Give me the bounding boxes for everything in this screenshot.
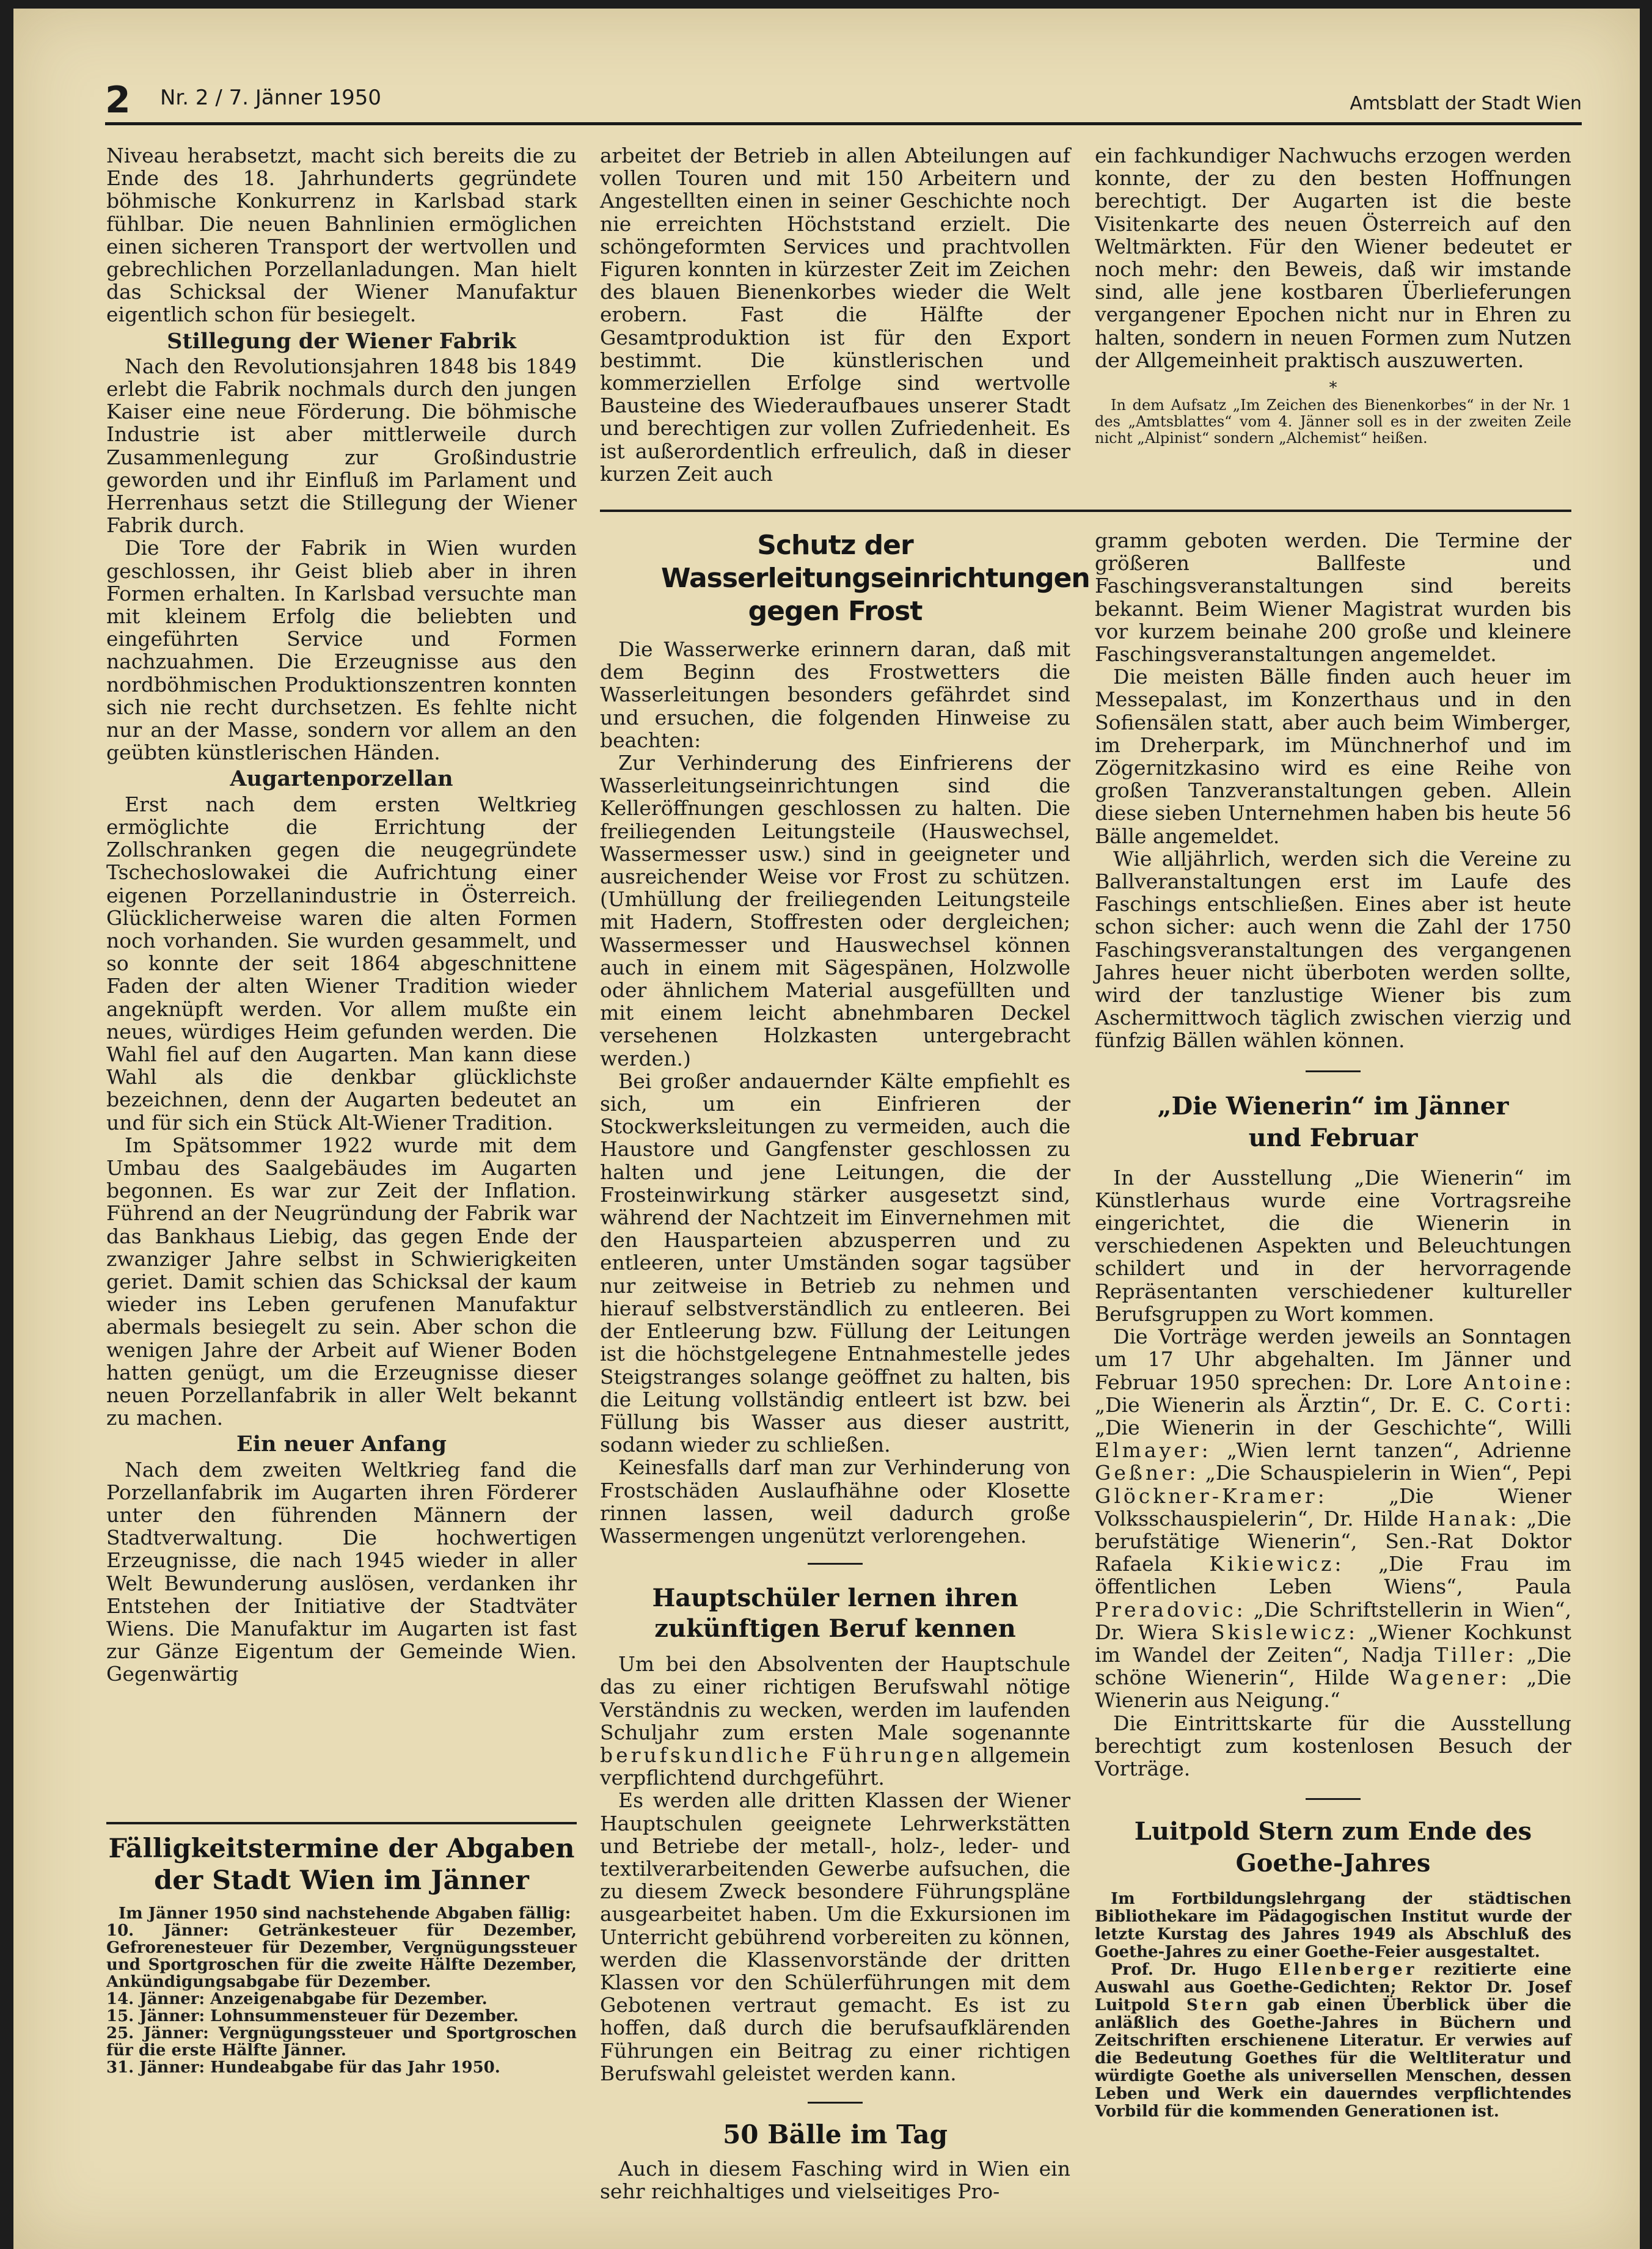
newspaper-page (13, 9, 1640, 2249)
baelle-paragraph: Auch in diesem Fasching wird in Wien ein sehr reichhaltiges und vielseitiges Pro- (600, 2156, 1070, 2204)
porzellan-paragraph: Nach den Revolutionsjahren 1848 bis 1849 erlebt die Fabrik nochmals durch den jungen Kaiser eine neue Förderung. Die böhmische Industrie ist aber mittlerweile durch Zusammenlegung zur Großindustrie geworden und ihr Einfluß im Parlament und Herrenhaus setzt die Stillegung der Wiener Fabrik durch. (106, 354, 577, 538)
wienerin-paragraph: In der Ausstellung „Die Wienerin“ im Künstlerhaus wurde eine Vortragsreihe eingerichtet, die die Wienerin in verschiedenen Aspekten und Beleuchtungen schildert und in der hervorragende Repräsentanten verschiedener kultureller Berufsgruppen zu Wort kommen. (1095, 1165, 1571, 1326)
subheading-augartenporzellan: Augartenporzellan (230, 766, 453, 792)
column-3-lower (1095, 529, 1571, 2121)
column-3-top (1095, 144, 1571, 447)
wasser-paragraph: Die Wasserwerke erinnern daran, daß mit dem Beginn des Frostwetters die Wasserleitungen besonders gefährdet sind und ersuchen, die folgenden Hinweise zu beachten: (600, 637, 1070, 752)
header-rule (105, 122, 1582, 125)
short-rule (808, 2102, 863, 2104)
abgaben-article (106, 1833, 577, 2076)
baelle-paragraph: Wie alljährlich, werden sich die Vereine zu Ballveranstaltungen erst im Laufe des Faschings entschließen. Eines aber ist heute schon sicher: auch wenn die Zahl der 1750 Faschingsveranstaltungen des vergangenen Jahres heuer nicht überboten werden sollte, wird der tanzlustige Wiener bis zum Aschermittwoch täglich zwischen vierzig und fünfzig Bällen wählen können. (1095, 846, 1571, 1053)
abgaben-item: 31. Jänner: Hundeabgabe für das Jahr 1950. (106, 2058, 500, 2077)
wasser-paragraph: Keinesfalls darf man zur Verhinderung von Frostschäden Auslaufhähne oder Klosette rinnen lassen, weil dadurch große Wassermengen ungenützt verlorengehen. (600, 1455, 1070, 1548)
subheading-stillegung: Stillegung der Wiener Fabrik (167, 328, 516, 354)
baelle-paragraph: Die meisten Bälle finden auch heuer im Messepalast, im Konzerthaus und in den Sofiensälen statt, aber auch beim Wimberger, im Dreherpark, im Münchnerhof und im Zögernitzkasino wird es eine Reihe von großen Tanzveranstaltungen geben. Allein diese sieben Unternehmen haben bis heute 56 Bälle angemeldet. (1095, 665, 1571, 848)
page-number: 2 (105, 79, 131, 122)
baelle-paragraph: gramm geboten werden. Die Termine der größeren Ballfeste und Faschingsveranstaltungen sind bereits bekannt. Beim Wiener Magistrat wurden bis vor kurzem beinahe 200 große und kleinere Faschingsveranstaltungen angemeldet. (1095, 528, 1571, 667)
hauptschule-headline: Hauptschüler lernen ihren zukünftigen Beruf kennen (652, 1584, 1018, 1644)
issue-line: Nr. 2 / 7. Jänner 1950 (160, 86, 382, 110)
porzellan-paragraph: Im Spätsommer 1922 wurde mit dem Umbau des Saalgebäudes im Augarten begonnen. Es war zur Zeit der Inflation. Führend an der Neugründung der Fabrik war das Bankhaus Liebig, das gegen Ende der zwanziger Jahre selbst in Schwierigkeiten geriet. Damit schien das Schicksal der kaum wieder ins Leben gerufenen Manufaktur abermals besiegelt zu sein. Aber schon die wenigen Jahre der Arbeit auf Wiener Boden hatten genügt, um die Erzeugnisse dieser neuen Porzellanfabrik in aller Welt bekannt zu machen. (106, 1133, 577, 1430)
porzellan-paragraph: Niveau herabsetzt, macht sich bereits die zu Ende des 18. Jahrhunderts gegründete böhmische Konkurrenz in Karlsbad stark fühlbar. Die neuen Bahnlinien ermöglichen einen sicheren Transport der wertvollen und gebrechlichen Porzellanladungen. Man hielt das Schicksal der Wiener Manufaktur eigentlich schon für besiegelt. (106, 144, 577, 327)
porzellan-paragraph: Erst nach dem ersten Weltkrieg ermöglichte die Errichtung der Zollschranken gegen die neugegründete Tschechoslowakei die Aufrichtung einer eigenen Porzellanindustrie in Österreich. Glücklicherweise waren die alten Formen noch vorhanden. Sie wurden gesammelt, und so konnte der seit 1864 abgeschnittene Faden der alten Wiener Tradition wieder angeknüpft werden. Vor allem mußte ein neues, würdiges Heim gefunden werden. Die Wahl fiel auf den Augarten. Man kann diese Wahl als die denkbar glücklichste bezeichnen, denn der Augarten bedeutet an und für sich ein Stück Alt-Wiener Tradition. (106, 792, 577, 1135)
short-rule (1306, 1070, 1361, 1072)
porzellan-paragraph: arbeitet der Betrieb in allen Abteilungen auf vollen Touren und mit 150 Arbeitern und Angestellten einen in seiner Geschichte noch nie erreichten Höchststand erzielt. Die schöngeformten Services und prachtvollen Figuren konnten in kürzester Zeit im Zeichen des blauen Bienenkorbes wieder die Welt erobern. Fast die Hälfte der Gesamtproduktion ist für den Export bestimmt. Die künstlerischen und kommerziellen Erfolge sind wertvolle Bausteine des Wiederaufbaues unserer Stadt und berechtigen zur vollen Zufriedenheit. Es ist außerordentlich erfreulich, daß in dieser kurzen Zeit auch (600, 144, 1070, 486)
subheading-neuer-anfang: Ein neuer Anfang (236, 1432, 447, 1457)
separator-star: * (1329, 379, 1337, 398)
wasser-paragraph: Zur Verhinderung des Einfrierens der Wasserleitungseinrichtungen sind die Kelleröffnungen geschlossen zu halten. Die freiliegenden Leitungsteile (Hauswechsel, Wassermesser usw.) sind in geeigneter und ausreichender Weise vor Frost zu schützen. (Umhüllung der freiliegenden Leitungsteile mit Hadern, Stoffresten oder dergleichen; Wassermesser und Hauswechsel können auch in einem mit Sägespänen, Holzwolle oder ähnlichem Material ausgefüllten und mit einem leicht abnehmbaren Deckel versehenen Holzkasten untergebracht werden.) (600, 751, 1070, 1070)
hauptschule-paragraph: Um bei den Absolventen der Hauptschule das zu einer richtigen Berufswahl nötige Verständnis zu wecken, werden im laufenden Schuljahr zum ersten Male sogenannte berufskundliche Führungen allgemein verpflichtend durchgeführt. (600, 1652, 1071, 1790)
abgaben-item: 25. Jänner: Vergnügungssteuer und Sportgroschen für die erste Hälfte Jänner. (106, 2024, 577, 2060)
wienerin-headline: „Die Wienerin“ im Jänner und Februar (1157, 1091, 1509, 1152)
abgaben-item: 14. Jänner: Anzeigenabgabe für Dezember. (106, 1990, 488, 2008)
column-2-top (600, 144, 1070, 485)
abgaben-intro: Im Jänner 1950 sind nachstehende Abgaben fällig: (119, 1904, 571, 1923)
porzellan-paragraph: ein fachkundiger Nachwuchs erzogen werden konnte, der zu den besten Hoffnungen berechtigt. Der Augarten ist die beste Visitenkarte des neuen Österreich auf den Weltmärkten. Für den Wiener bedeutet er noch mehr: den Beweis, daß wir imstande sind, alle jene kostbaren Überlieferungen vergangener Epochen nicht nur in Ehren zu halten, sondern in neuen Formen zum Nutzen der Allgemeinheit praktisch auszuwerten. (1095, 144, 1571, 372)
section-rule (600, 510, 1571, 512)
stern-paragraph: Prof. Dr. Hugo Ellenberger rezitierte eine Auswahl aus Goethe-Gedichten; Rektor Dr. Josef Luitpold Stern gab einen Überblick über die anläßlich des Goethe-Jahres in Büchern und Zeitschriften erschienene Literatur. Er verwies auf die Bedeutung Goethes für die Weltliteratur und würdigte Goethe als universellen Menschen, dessen Leben und Werk ein dauerndes verpflichtendes Vorbild für die kommenden Generationen ist. (1095, 1961, 1572, 2121)
baelle-headline: 50 Bälle im Tag (723, 2119, 948, 2149)
wasser-article (600, 529, 1090, 2204)
abgaben-item: 10. Jänner: Getränkesteuer für Dezember, Gefrorenesteuer für Dezember, Vergnügungssteuer und Sportgroschen für die zweite Hälfte Dezember, Ankündigungsabgabe für Dezember. (106, 1922, 577, 1991)
section-rule (106, 1822, 577, 1824)
column-1 (106, 144, 577, 1686)
correction-note: In dem Aufsatz „Im Zeichen des Bienenkorbes“ in der Nr. 1 des „Amtsblattes“ vom 4. Jänner soll es in der zweiten Zeile nicht „Alpinist“ sondern „Alchemist“ heißen. (1095, 397, 1571, 447)
hauptschule-paragraph: Es werden alle dritten Klassen der Wiener Hauptschulen geeignete Lehrwerkstätten und Betriebe der metall-, holz-, leder- und textilverarbeitenden Gewerbe aufsuchen, die zu diesem Zweck besondere Führungspläne ausgearbeitet haben. Um die Exkursionen im Unterricht gebührend vorbereiten zu können, werden die Klassenvorstände der dritten Klassen vor den Schülerführungen mit dem Gebotenen vertraut gemacht. Es ist zu hoffen, daß durch die berufsaufklärenden Führungen ein Beitrag zu einer richtigen Berufswahl geleistet werden kann. (600, 1788, 1070, 2085)
short-rule (1306, 1798, 1361, 1800)
stern-headline: Luitpold Stern zum Ende des Goethe-Jahres (1134, 1817, 1532, 1878)
spaced-term: berufskundliche Führungen (600, 1743, 963, 1767)
wasser-headline: Schutz der Wasserleitungseinrichtungen gegen Frost (661, 530, 1090, 627)
porzellan-paragraph: Nach dem zweiten Weltkrieg fand die Porzellanfabrik im Augarten ihren Förderer unter den führenden Männern der Stadtverwaltung. Die hochwertigen Erzeugnisse, die nach 1945 wieder in aller Welt Bewunderung auslösen, verdanken ihr Entstehen der Initiative der Stadtväter Wiens. Die Manufaktur im Augarten ist fast zur Gänze Eigentum der Gemeinde Wien. Gegenwärtig (106, 1457, 577, 1686)
wienerin-paragraph: Die Vorträge werden jeweils an Sonntagen um 17 Uhr abgehalten. Im Jänner und Februar 1950 sprechen: Dr. Lore Antoine: „Die Wienerin als Ärztin“, Dr. E. C. Corti: „Die Wienerin in der Geschichte“, Willi Elmayer: „Wien lernt tanzen“, Adrienne Geßner: „Die Schauspielerin in Wien“, Pepi Glöckner-Kramer: „Die Wiener Volksschauspielerin“, Dr. Hilde Hanak: „Die berufstätige Wienerin“, Sen.-Rat Doktor Rafaela Kikiewicz: „Die Frau im öffentlichen Leben Wiens“, Paula Preradovic: „Die Schriftstellerin in Wien“, Dr. Wiera Skislewicz: „Wiener Kochkunst im Wandel der Zeiten“, Nadja Tiller: „Die schöne Wienerin“, Hilde Wagener: „Die Wienerin aus Neigung.“ (1095, 1325, 1571, 1713)
short-rule (808, 1563, 863, 1565)
abgaben-headline: Fälligkeitstermine der Abgaben der Stadt Wien im Jänner (108, 1834, 575, 1896)
abgaben-item: 15. Jänner: Lohnsummensteuer für Dezember. (106, 2007, 519, 2025)
porzellan-paragraph: Die Tore der Fabrik in Wien wurden geschlossen, ihr Geist blieb aber in ihren Formen erhalten. In Karlsbad versuchte man mit kleinem Erfolg die beliebten und eingeführten Service und Formen nachzuahmen. Die Erzeugnisse aus den nordböhmischen Produktionszentren konnten sich nie recht durchsetzen. Es fehlte nicht nur an der Masse, sondern vor allem an den geübten künstlerischen Händen. (106, 536, 577, 765)
wienerin-paragraph: Die Eintrittskarte für die Ausstellung berechtigt zum kostenlosen Besuch der Vorträge. (1095, 1711, 1571, 1780)
paper-title: Amtsblatt der Stadt Wien (1350, 93, 1582, 114)
wasser-paragraph: Bei großer andauernder Kälte empfiehlt es sich, um ein Einfrieren der Stockwerksleitungen zu vermeiden, auch die Haustore und Gangfenster geschlossen zu halten und jene Leitungen, die der Frosteinwirkung stärker ausgesetzt sind, während der Nachtzeit im Einvernehmen mit den Hausparteien abzusperren und zu entleeren, unter Umständen sogar tagsüber nur zeitweise in Betrieb zu nehmen und hierauf selbstverständlich zu entleeren. Bei der Entleerung bzw. Füllung der Leitungen ist die höchstgelegene Entnahmestelle jedes Steigstranges solange geöffnet zu halten, bis die Leitung vollständig entleert ist bzw. bei Füllung bis Wasser aus dieser austritt, sodann wieder zu schließen. (600, 1069, 1070, 1457)
stern-paragraph: Im Fortbildungslehrgang der städtischen Bibliothekare im Pädagogischen Institut wurde der letzte Kurstag des Jahres 1949 als Abschluß des Goethe-Jahres zu einer Goethe-Feier ausgestaltet. (1095, 1890, 1571, 1962)
